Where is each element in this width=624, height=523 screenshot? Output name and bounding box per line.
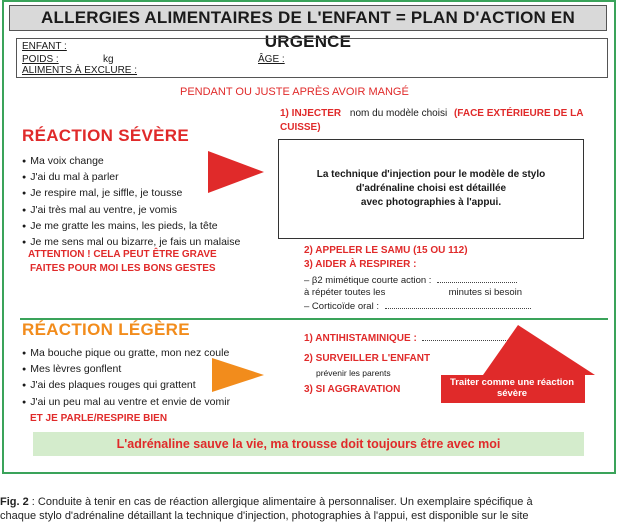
speak-breathe-note: ET JE PARLE/RESPIRE BIEN [30, 413, 168, 424]
list-item: ● J'ai très mal au ventre, je vomis [22, 203, 240, 219]
step-help-breathe: 3) AIDER À RESPIRER : [304, 259, 417, 270]
injection-text-line-2: d'adrénaline choisi est détaillée [355, 183, 507, 194]
mild-heading: RÉACTION LÉGÈRE [22, 320, 190, 339]
caption-label: Fig. 2 [0, 496, 29, 508]
repeat-line [304, 287, 522, 298]
child-info-box [16, 38, 608, 78]
step-worsening: 3) SI AGGRAVATION [304, 384, 401, 395]
poids-label: POIDS : [22, 54, 59, 65]
adrenaline-banner: L'adrénaline sauve la vie, ma trousse doit toujours être avec moi [33, 432, 584, 456]
notify-parents: prévenir les parents [316, 368, 391, 378]
age-label: ÂGE : [258, 54, 285, 65]
thigh-instruction: (FACE EXTÉRIEURE DE LA CUISSE) [280, 108, 584, 133]
inject-label: 1) INJECTER [280, 108, 342, 119]
list-item: ● Je me sens mal ou bizarre, je fais un malaise [22, 235, 240, 251]
injection-text-line-3: avec photographies à l'appui. [360, 197, 502, 208]
list-item: ● Ma bouche pique ou gratte, mon nez coule [22, 346, 230, 362]
list-item: ● J'ai du mal à parler [22, 170, 240, 186]
cortico-line [304, 300, 531, 312]
step-monitor: 2) SURVEILLER L'ENFANT [304, 353, 431, 364]
figure-caption [0, 495, 624, 523]
antihistamine-label: 1) ANTIHISTAMINIQUE : [304, 333, 417, 344]
list-item: ● Je me gratte les mains, les pieds, la tête [22, 219, 240, 235]
page-title: ALLERGIES ALIMENTAIRES DE L'ENFANT = PLAN D'ACTION EN URGENCE [9, 5, 607, 31]
list-item: ● J'ai des plaques rouges qui grattent [22, 378, 230, 394]
cortico-dots [385, 300, 531, 309]
mild-symptom-list [22, 346, 230, 411]
caption-line-1: : Conduite à tenir en cas de réaction allergique alimentaire à personnaliser. Un exemplaire spécifique à [28, 496, 533, 508]
caption-line-2: chaque stylo d'adrénaline détaillant la technique d'injection, photographies à l'appui, est disponible sur le site [0, 510, 529, 522]
enfant-label: ENFANT : [22, 41, 67, 52]
cortico-label: – Corticoïde oral : [304, 301, 379, 312]
arrow-text-line-2: sévère [496, 388, 528, 399]
repeat-label-a: à répéter toutes les [304, 287, 386, 298]
warning-line-2: FAITES POUR MOI LES BONS GESTES [30, 263, 216, 274]
warning-line-1: ATTENTION ! CELA PEUT ÊTRE GRAVE [28, 249, 217, 260]
list-item: ● J'ai un peu mal au ventre et envie de vomir [22, 395, 230, 411]
step-call-samu: 2) APPELER LE SAMU (15 OU 112) [304, 245, 468, 256]
injection-technique-box [278, 139, 584, 239]
red-arrow-icon [208, 151, 264, 193]
list-item: ● Ma voix change [22, 154, 240, 170]
injection-text-line-1: La technique d'injection pour le modèle de stylo [316, 169, 546, 180]
beta2-label: – β2 mimétique courte action : [304, 275, 432, 286]
list-item: ● Mes lèvres gonflent [22, 362, 230, 378]
treat-as-severe-label [440, 377, 584, 399]
kg-unit: kg [103, 54, 114, 65]
model-name-placeholder: nom du modèle choisi [349, 108, 448, 119]
aliments-label: ALIMENTS À EXCLURE : [22, 65, 138, 76]
moment-heading: PENDANT OU JUSTE APRÈS AVOIR MANGÉ [180, 86, 409, 98]
severe-heading: RÉACTION SÉVÈRE [22, 126, 189, 145]
step-inject [280, 107, 598, 135]
beta2-dots [437, 274, 517, 283]
repeat-label-b: minutes si besoin [448, 287, 523, 298]
list-item: ● Je respire mal, je siffle, je tousse [22, 186, 240, 202]
orange-arrow-icon [212, 358, 264, 392]
beta2-line [304, 274, 517, 286]
arrow-text-line-1: Traiter comme une réaction [449, 377, 575, 388]
